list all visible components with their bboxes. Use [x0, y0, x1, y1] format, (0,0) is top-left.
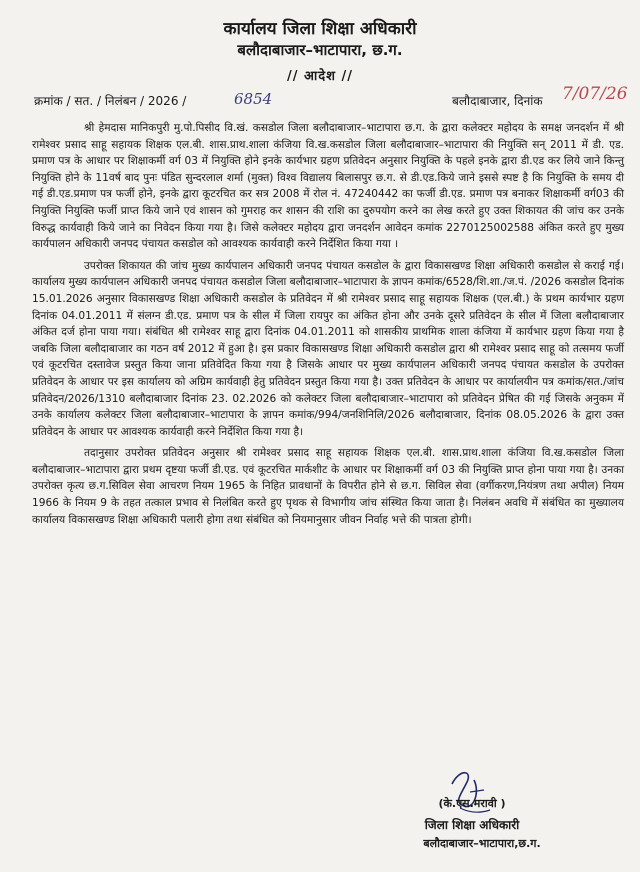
- paragraph-complaint: श्री हेमदास मानिकपुरी मु.पो.पिसीद वि.खं. कसडोल जिला बलौदाबाजार–भाटापारा छ.ग. के द्वारा कलेक्टर महोदय के समक्ष जनदर्शन में श्री रामेश्वर प्रसाद साहू सहायक शिक्षक एल.बी. शास.प्राथ.शाला कंजिया वि.ख.कसडोल जिला बलौदाबाजार–भाटापारा की नियुक्ति सन् 2011 में डी. एड. प्रमाण पत्र के आधार पर शिक्षाकर्मी वर्ग 03 में नियुक्ति होने इनके कार्यभार ग्रहण प्रतिवेदन अनुसार नियुक्ति के पहले इनके द्वारा डी.एड कर लिये जाने किन्तु नियुक्ति होने के 11वर्ष बाद पुनः पंडित सुन्दरलाल शर्मा (मुक्त) विश्व विद्यालय बिलासपुर छ.ग. से डी.एड.किये जाने इससे स्पष्ट है कि नियुक्ति के समय दी गई डी.एड.प्रमाण पत्र फर्जी होने, इनके द्वारा कूटरचित कर सत्र 2008 में रोल नं. 47240442 का फर्जी डी.एड. प्रमाण पत्र बनाकर शिक्षाकर्मी वर्ग03 की नियुक्ति नियुक्ति फर्जी प्राप्त किये जाने एवं शासन को गुमराह कर शासन की राशि का दुरुपयोग करने का लेख करते हुए उक्त शिकायत की जांच कर उनके विरुद्ध कार्यवाही किये जाने का निवेदन किया गया है। जिसे कलेक्टर महोदय द्वारा जनदर्शन आवेदन कमांक 2270125002588 अंकित करते हुए मुख्य कार्यपालन अधिकारी जनपद पंचायत कसडोल को आवश्यक कार्यवाही करने निर्देशित किया गया ।: [32, 122, 624, 251]
- order-title: // आदेश //: [286, 69, 354, 84]
- order-body: [32, 120, 624, 533]
- reference-number-handwritten: 6854: [234, 90, 273, 108]
- signatory-place: बलौदाबाजार–भाटापारा,छ.ग.: [423, 837, 541, 850]
- paragraph-suspension: तदानुसार उपरोक्त प्रतिवेदन अनुसार श्री रामेश्वर प्रसाद साहू सहायक शिक्षक एल.बी. शास.प्राथ.शाला कंजिया वि.ख.कसडोल जिला बलौदाबाजार–भाटापारा द्वारा प्रथम दृष्टया फर्जी डी.एड. एवं कूटरचित मार्कशीट के आधार पर शिक्षाकर्मी वर्ग 03 की नियुक्ति प्राप्त होना पाया गया है। उनका उपरोक्त कृत्य छ.ग.सिविल सेवा आचरण नियम 1965 के निहित प्रावधानों के विपरीत होने से छ.ग. सिविल सेवा (वर्गीकरण,नियंत्रण तथा अपील) नियम 1966 के नियम 9 के तहत तत्काल प्रभाव से निलंबित करते हुए पृथक से विभागीय जांच संस्थित किया जाता है। निलंबन अवधि में संबंधित का मुख्यालय कार्यालय विकासखण्ड शिक्षा अधिकारी पलारी होगा तथा संबंधित को नियमानुसार जीवन निर्वाह भत्ते की पात्रता होगी।: [32, 447, 624, 526]
- office-heading: कार्यालय जिला शिक्षा अधिकारी: [223, 19, 417, 39]
- office-place: बलौदाबाजार–भाटापारा, छ.ग.: [237, 41, 403, 59]
- date-handwritten: 7/07/26: [562, 84, 628, 104]
- paragraph-investigation: उपरोक्त शिकायत की जांच मुख्य कार्यपालन अधिकारी जनपद पंचायत कसडोल के द्वारा विकासखण्ड शिक्षा अधिकारी कसडोल से कराई गई। कार्यालय मुख्य कार्यपालन अधिकारी जनपद पंचायत कसडोल जिला बलौदाबाजार–भाटापारा के ज्ञापन कमांक/6528/शि.शा./ज.पं. /2026 कसडोल दिनांक 15.01.2026 अनुसार विकासखण्ड शिक्षा अधिकारी कसडोल के प्रतिवेदन में श्री रामेश्वर प्रसाद साहू सहायक शिक्षक (एल.बी.) के प्रथम कार्यभार ग्रहण दिनांक 04.01.2011 में संलग्न डी.एड. प्रमाण पत्र के सील में जिला रायपुर का अंकित होना और उनके दूसरे प्रतिवेदन के सील में जिला बलौदाबाजार अंकित दर्ज होना पाया गया। संबंधित श्री रामेश्वर साहू द्वारा दिनांक 04.01.2011 को शासकीय प्राथमिक शाला कंजिया में कार्यभार ग्रहण किया गया है जबकि जिला बलौदाबाजार का गठन वर्ष 2012 में हुआ है। इस प्रकार विकासखण्ड शिक्षा अधिकारी कसडोल द्वारा श्री रामेश्वर प्रसाद साहू को तत्समय फर्जी एवं कूटरचित दस्तावेज प्रस्तुत किया जाना प्रतिवेदित किया गया है जिसके आधार पर मुख्य कार्यपालन अधिकारी जनपद पंचायत कसडोल के उपरोक्त प्रतिवेदन के आधार पर इस कार्यालय को अग्रिम कार्यवाही हेतु प्रतिवेदन प्रस्तुत किया गया है। उक्त प्रतिवेदन के आधार पर कार्यालयीन पत्र कमांक/सत./जांच प्रतिवेदन/2026/1310 बलौदाबाजार दिनांक 23. 02.2026 को कलेक्टर जिला बलौदाबाजार–भाटापारा को प्रतिवेदन प्रेषित की गई जिसके अनुकम में उनके कार्यालय कलेक्टर जिला बलौदाबाजार–भाटापारा के ज्ञापन कमांक/994/जनशिनिलि/2026 बलौदाबाजार, दिनांक 08.05.2026 के द्वारा उक्त प्रतिवेदन के आधार पर आवश्यक कार्यवाही करने निर्देशित किया गया है।: [32, 259, 624, 438]
- reference-number-label: क्रमांक / सत. / निलंबन / 2026 /: [34, 94, 187, 108]
- place-date-label: बलौदाबाजार, दिनांक: [452, 94, 543, 108]
- signatory-name: (के.एस.मरावी ): [438, 797, 506, 810]
- reference-line: [34, 84, 628, 112]
- signatory-designation: जिला शिक्षा अधिकारी: [424, 818, 520, 832]
